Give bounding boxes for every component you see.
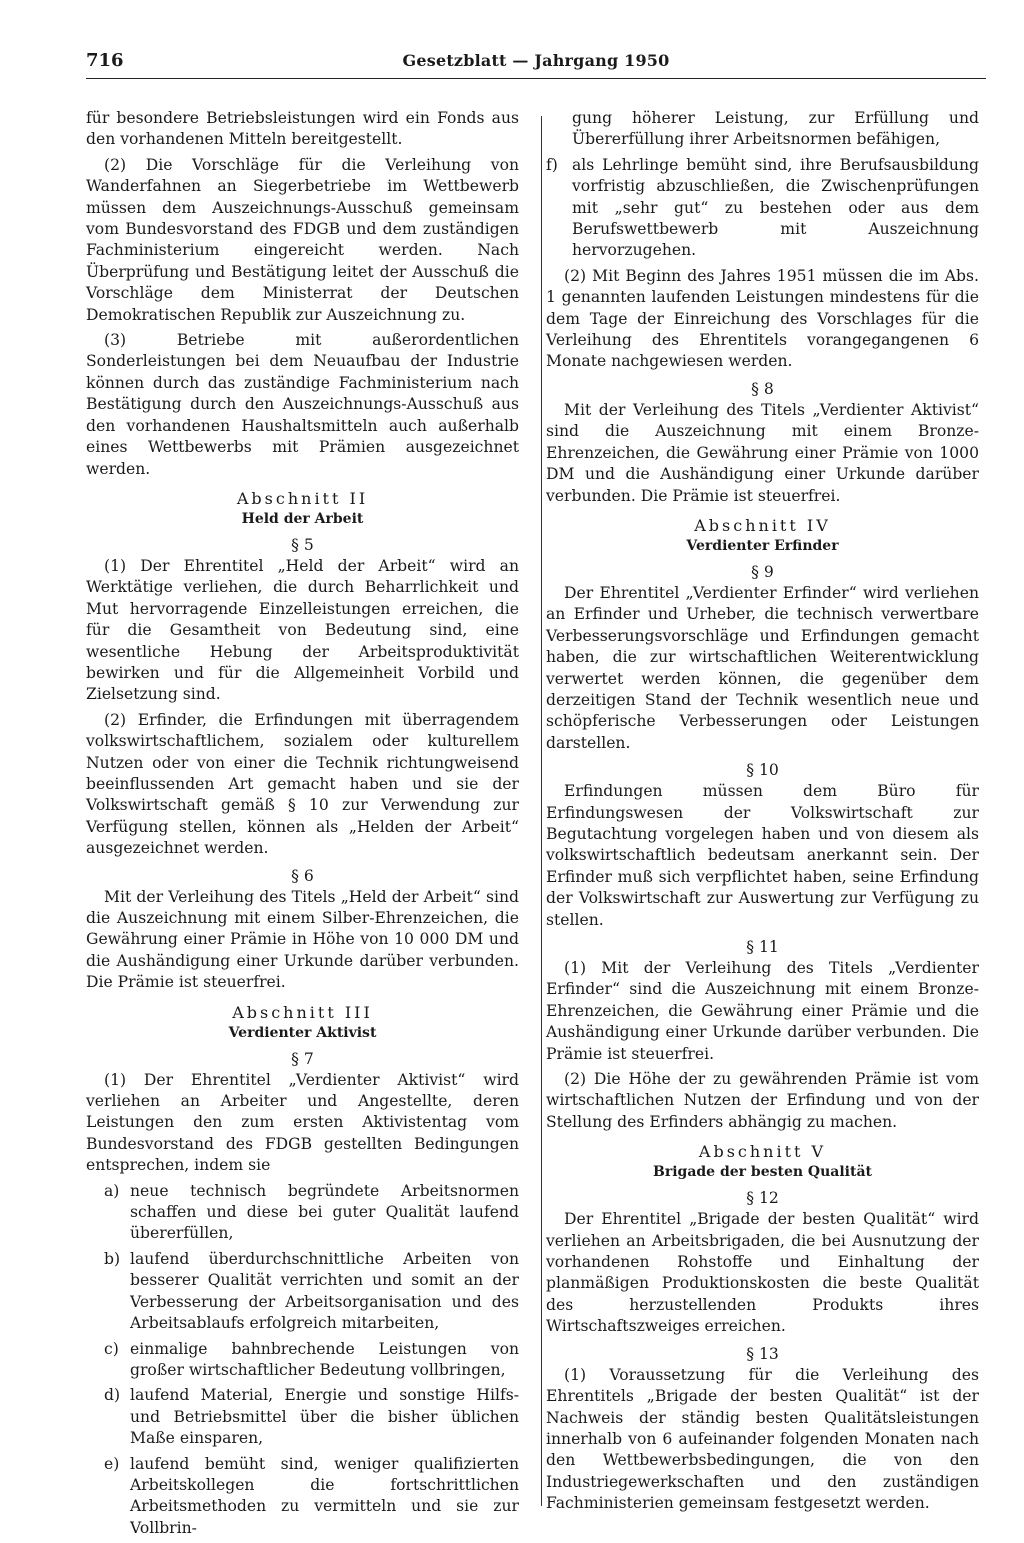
paragraph-number: § 10 (746, 761, 779, 780)
list-item-label: b) (104, 1249, 121, 1268)
list-item-label: c) (104, 1339, 119, 1358)
paragraph-number: § 5 (291, 535, 314, 554)
list-item (86, 1454, 519, 1540)
list-item-text: laufend überdurchschnittliche Arbeiten von besserer Qualität verrichten und somit an der Verbesserung der Arbeitsorganisation und des Arbeitsablaufs erfolgreich mitarbeiten, (130, 1249, 519, 1333)
paragraph-number: § 7 (291, 1049, 314, 1068)
list-item-label: e) (104, 1454, 120, 1473)
list-item-text: neue technisch begründete Arbeitsnormen schaffen und diese bei guter Qualität laufend übererfüllen, (130, 1181, 519, 1243)
paragraph: (3) Betriebe mit außerordentlichen Sonderleistungen bei dem Neuaufbau der Industrie können durch das zuständige Fachministerium nach Bestätigung durch den Auszeichnungs-Ausschuß aus den vorhandenen Haushaltsmitteln auch außerhalb eines Wettbewerbs mit Prämien ausgezeichnet werden. (86, 331, 519, 478)
paragraph: (1) Voraussetzung für die Verleihung des Ehrentitels „Brigade der besten Qualität“ ist der Nachweis der ständig besten Qualitätsleistungen innerhalb von 6 aufeinander folgenden Monaten nach den Wettbewerbsbedingungen, die von den Industriegewerkschaften und den zuständigen Fachministerien gemeinsam festgesetzt werden. (546, 1365, 979, 1513)
list-item-label: a) (104, 1181, 120, 1200)
paragraph-number: § 8 (751, 379, 774, 398)
paragraph: Erfindungen müssen dem Büro für Erfindungswesen der Volkswirtschaft zur Begutachtung vorgelegen haben und von diesem als volkswirtschaftlich bedeutsam anerkannt sein. Der Erfinder muß sich verpflichtet haben, seine Erfindung der Volkswirtschaft zur Auswertung zur Verfügung zu stellen. (546, 782, 979, 929)
section-subtitle: Brigade der besten Qualität (653, 1164, 872, 1181)
list-item (86, 1385, 519, 1449)
page-header (86, 50, 986, 79)
paragraph-number: § 12 (746, 1189, 779, 1208)
running-title: Gesetzblatt — Jahrgang 1950 (402, 51, 670, 70)
list-item-text: laufend Material, Energie und sonstige Hilfs- und Betriebsmittel über die bisher üblichen Maße einsparen, (130, 1386, 519, 1448)
paragraph: Der Ehrentitel „Brigade der besten Qualität“ wird verliehen an Arbeitsbrigaden, die bei Ausnutzung der vorhandenen Rohstoffe und Einhaltung der planmäßigen Produktionskosten die beste Qualität des herzustellenden Produkts ihres Wirtschaftszweiges erreichen. (546, 1210, 979, 1336)
list-item-label: f) (546, 155, 558, 174)
list-item (546, 155, 979, 262)
left-column (86, 108, 519, 1543)
paragraph-number: § 9 (751, 562, 774, 581)
list-item-text: einmalige bahnbrechende Leistungen von großer wirtschaftlicher Bedeutung vollbringen, (130, 1339, 519, 1379)
section-heading: Abschnitt V (698, 1142, 827, 1162)
list-item-continuation: gung höherer Leistung, zur Erfüllung und Übererfüllung ihrer Arbeitsnormen befähigen, (572, 109, 979, 149)
page-number: 716 (86, 50, 124, 71)
section-heading: Abschnitt II (236, 488, 369, 508)
section-subtitle: Verdienter Aktivist (228, 1024, 377, 1041)
list-item-text: als Lehrlinge bemüht sind, ihre Berufsausbildung vorfristig abzuschließen, die Zwischenprüfungen mit „sehr gut“ zu bestehen oder aus dem Berufswettbewerb mit Auszeichnung hervorzugehen. (572, 155, 979, 260)
paragraph: für besondere Betriebsleistungen wird ein Fonds aus den vorhandenen Mitteln bereitgestellt. (86, 109, 519, 149)
paragraph: (1) Der Ehrentitel „Held der Arbeit“ wird an Werktätige verliehen, die durch Beharrlichkeit und Mut hervorragende Einzelleistungen erreichen, die für die Gesamtheit von Bedeutung sind, eine wesentliche Hebung der Arbeitsproduktivität bewirken und für die Allgemeinheit Vorbild und Zielsetzung sind. (86, 556, 519, 704)
list-item-text: laufend bemüht sind, weniger qualifizierten Arbeitskollegen die fortschrittlichen Arbeitsmethoden zu vermitteln und sie zur Vollbrin- (130, 1454, 519, 1537)
paragraph: (2) Mit Beginn des Jahres 1951 müssen die im Abs. 1 genannten laufenden Leistungen mindestens für die dem Tage der Einreichung des Vorschlages für die Verleihung des Ehrentitels vorangegangenen 6 Monate nachgewiesen werden. (546, 266, 979, 371)
paragraph: (1) Mit der Verleihung des Titels „Verdienter Erfinder“ sind die Auszeichnung mit einem Bronze-Ehrenzeichen, die Gewährung einer Prämie und die Aushändigung einer Urkunde darüber verbunden. Die Prämie ist steuerfrei. (546, 959, 979, 1063)
paragraph-number: § 6 (291, 866, 314, 885)
paragraph: Der Ehrentitel „Verdienter Erfinder“ wird verliehen an Erfinder und Urheber, die technisch verwertbare Verbesserungsvorschläge und Erfindungen gemacht haben, die zur wirtschaftlichen Weiterentwicklung verwertet werden können, die gegenüber dem derzeitigen Stand der Technik wesentlich neue und schöpferische Verbesserungen oder Leistungen darstellen. (546, 583, 979, 752)
section-subtitle: Verdienter Erfinder (686, 537, 839, 554)
paragraph-number: § 13 (746, 1344, 779, 1363)
paragraph: (2) Die Höhe der zu gewährenden Prämie ist vom wirtschaftlichen Nutzen der Erfindung und von der Stellung des Erfinders abhängig zu machen. (546, 1070, 979, 1131)
list-item (86, 1249, 519, 1335)
paragraph: (2) Erfinder, die Erfindungen mit überragendem volkswirtschaftlichem, sozialem oder kulturellem Nutzen oder von einer die Technik richtungweisend beeinflussenden Art gemacht haben und sie der Volkswirtschaft gemäß § 10 zur Verwendung zur Verfügung stellen, können als „Helden der Arbeit“ ausgezeichnet werden. (86, 710, 519, 858)
right-column (546, 108, 979, 1519)
section-subtitle: Held der Arbeit (241, 510, 364, 527)
paragraph: Mit der Verleihung des Titels „Verdienter Aktivist“ sind die Auszeichnung mit einem Bronze-Ehrenzeichen, die Gewährung einer Prämie von 1000 DM und die Aushändigung einer Urkunde darüber verbunden. Die Prämie ist steuerfrei. (546, 400, 979, 505)
list-item (86, 1181, 519, 1245)
paragraph: (1) Der Ehrentitel „Verdienter Aktivist“ wird verliehen an Arbeiter und Angestellte, deren Leistungen den zum ersten Aktivistentag vom Bundesvorstand des FDGB gestellten Bedingungen entsprechen, indem sie (86, 1070, 519, 1175)
list-item (86, 1339, 519, 1382)
list-item-label: d) (104, 1386, 121, 1405)
column-divider (541, 116, 542, 1506)
section-heading: Abschnitt III (232, 1002, 373, 1022)
paragraph: (2) Die Vorschläge für die Verleihung von Wanderfahnen an Siegerbetriebe im Wettbewerb müssen dem Auszeichnungs-Ausschuß gemeinsam vom Bundesvorstand des FDGB und dem zuständigen Fachministerium eingereicht werden. Nach Überprüfung und Bestätigung leitet der Ausschuß die Vorschläge dem Ministerrat der Deutschen Demokratischen Republik zur Auszeichnung zu. (86, 155, 519, 324)
section-heading: Abschnitt IV (694, 515, 831, 535)
paragraph-number: § 11 (746, 938, 779, 956)
text-columns (86, 108, 988, 1537)
paragraph: Mit der Verleihung des Titels „Held der Arbeit“ sind die Auszeichnung mit einem Silber-Ehrenzeichen, die Gewährung einer Prämie in Höhe von 10 000 DM und die Aushändigung einer Urkunde darüber verbunden. Die Prämie ist steuerfrei. (86, 887, 519, 992)
